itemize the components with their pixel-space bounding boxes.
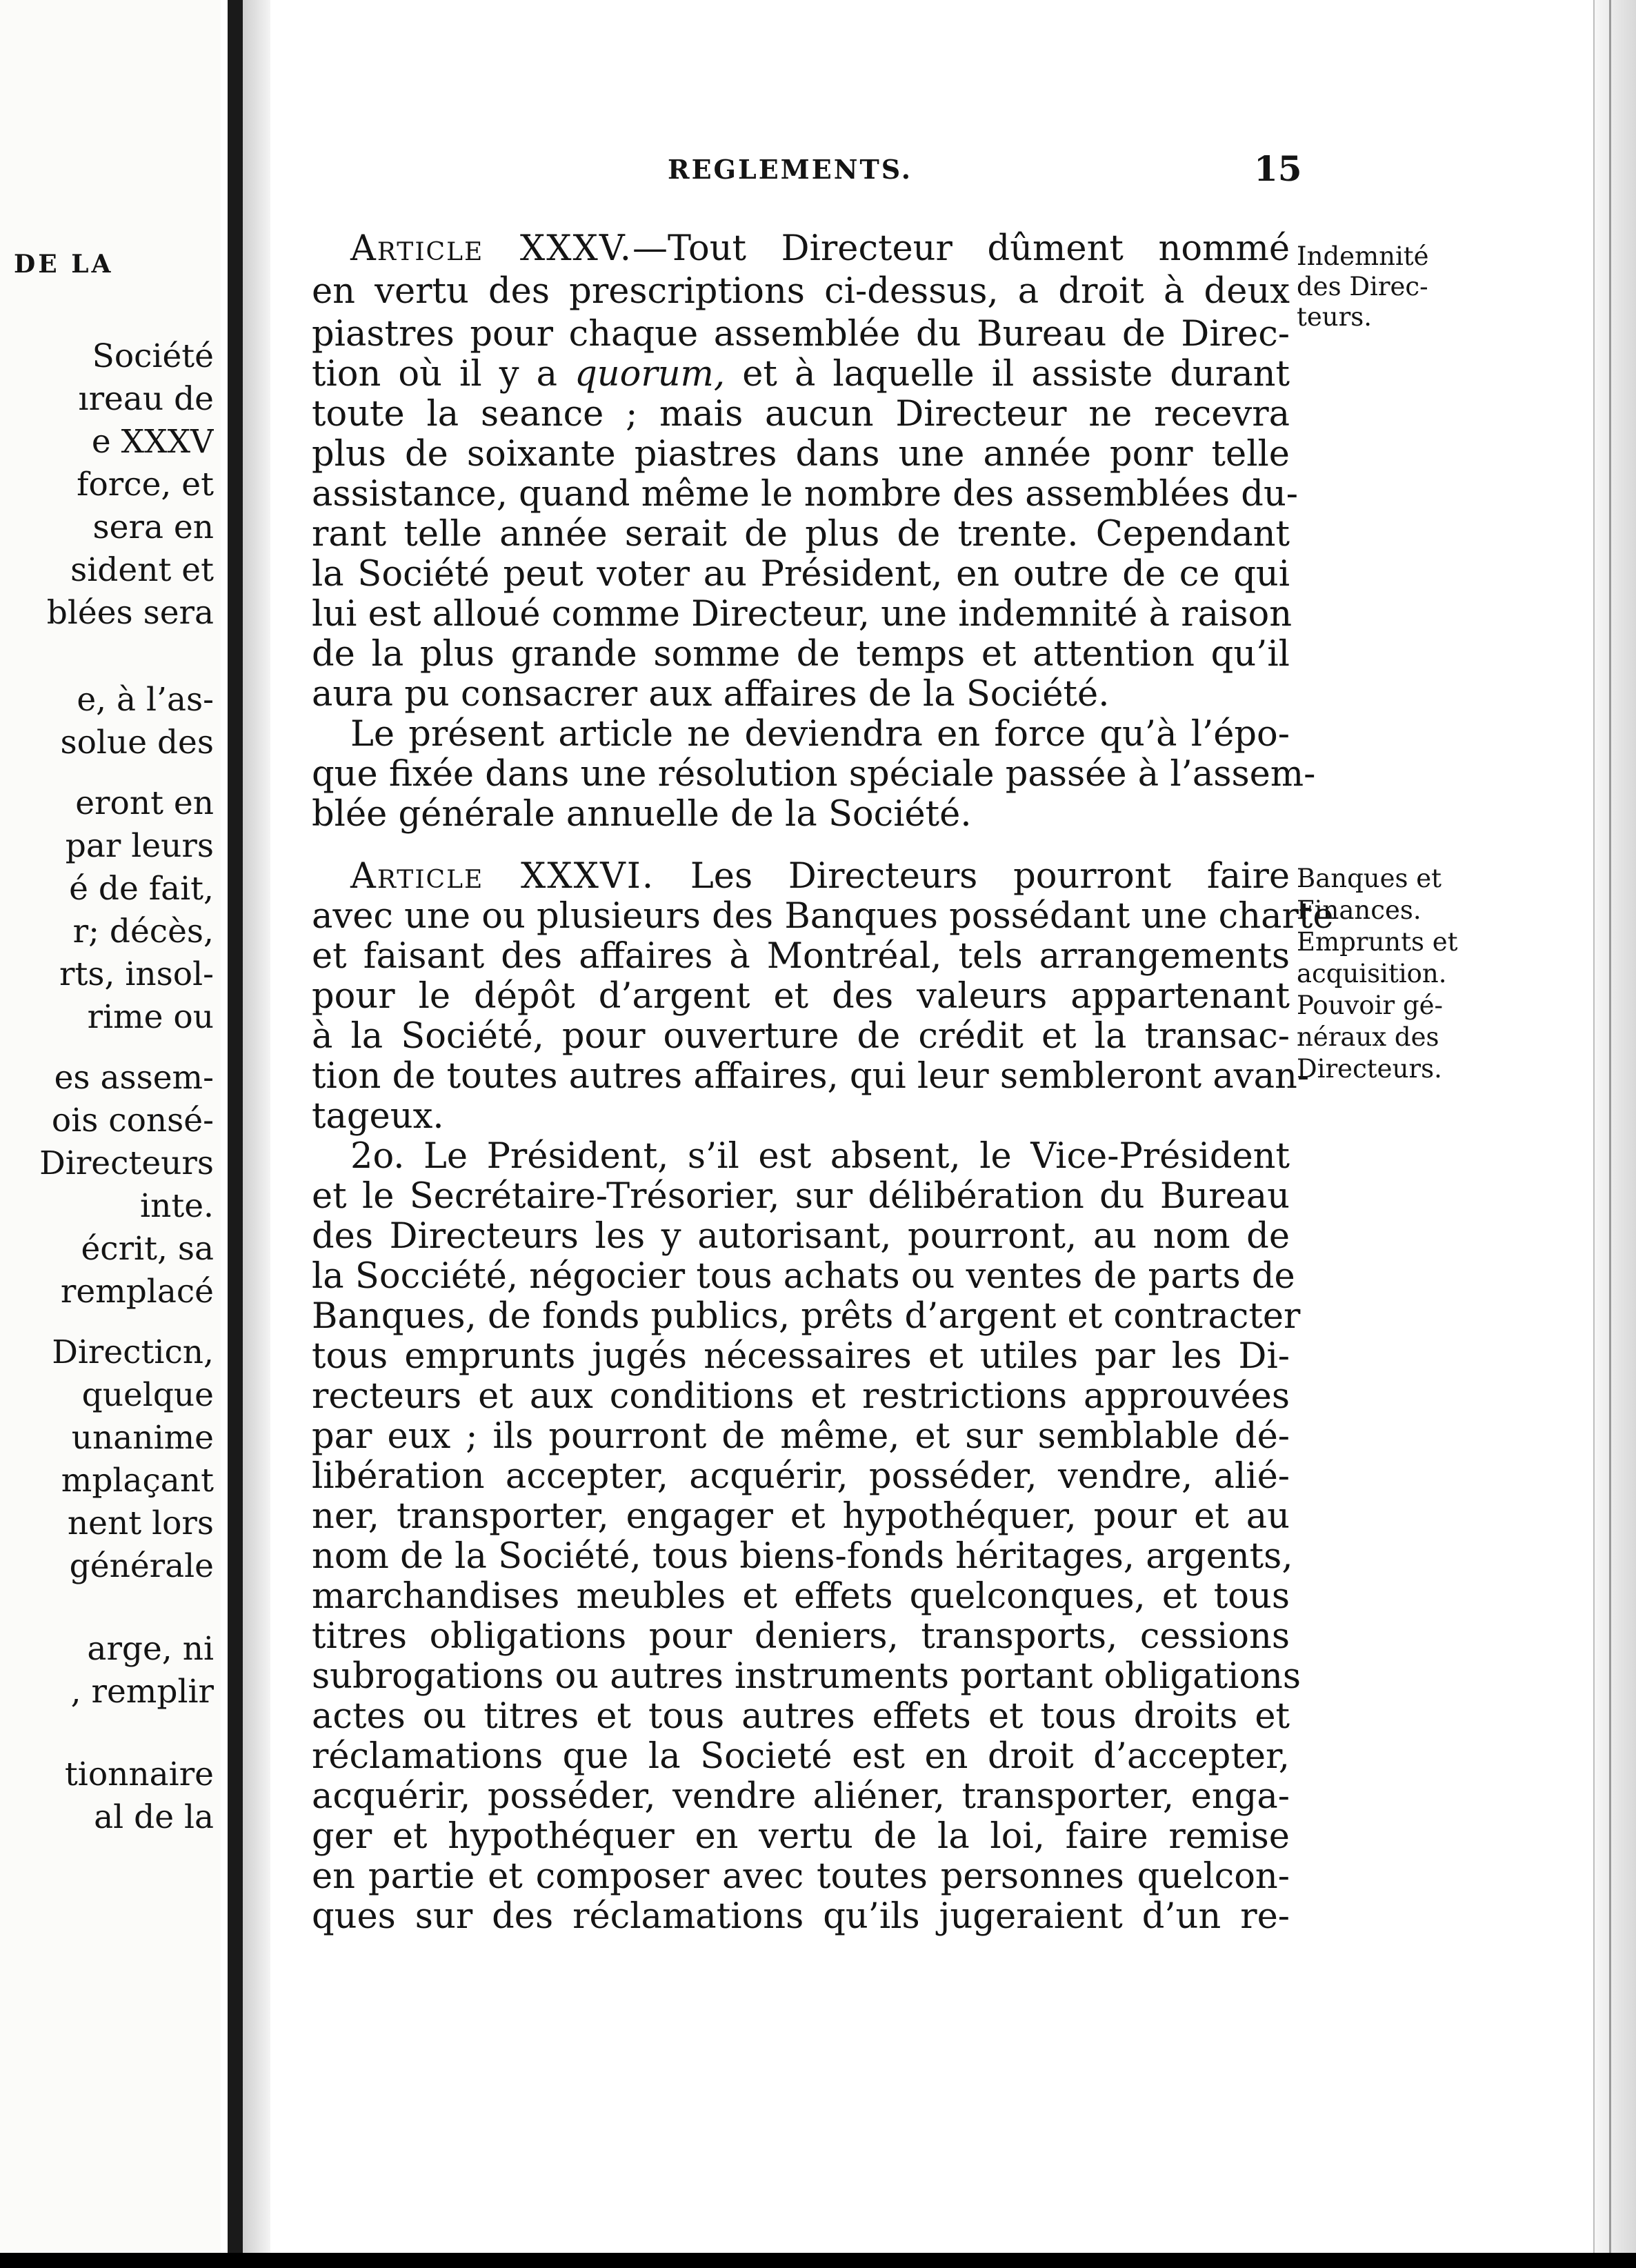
text-line: avec une ou plusieurs des Banques possédant une charte [312, 896, 1334, 937]
article-36-first-line [350, 855, 1290, 898]
text-line: marchandises meubles et effets quelconques, et tous [312, 1576, 1290, 1617]
text-line: plus de soixante piastres dans une année ponr telle [312, 434, 1290, 475]
page-edge-line [1609, 0, 1611, 2268]
margin-note-line: acquisition. [1297, 959, 1447, 988]
text-line: de la plus grande somme de temps et attention qu’il [312, 634, 1290, 675]
left-page-line: r; décès, [72, 913, 214, 951]
left-page-line: sident et [70, 551, 214, 589]
italic-term: quorum, [575, 354, 726, 395]
text-line: subrogations ou autres instruments portant obligations [312, 1656, 1301, 1697]
text-line: que fixée dans une résolution spéciale passée à l’assem- [312, 754, 1316, 795]
book-gutter [228, 0, 243, 2268]
text-segment: et à laquelle il assiste durant [725, 354, 1290, 395]
left-page-line: Directeurs [39, 1144, 214, 1182]
text-line: à la Société, pour ouverture de crédit et la transac- [312, 1016, 1290, 1057]
left-page-line: générale [69, 1547, 214, 1585]
left-page-line: es assem- [54, 1059, 214, 1097]
text-line: Les Directeurs pourront faire [655, 856, 1290, 897]
article-36-label: Article XXXVI. [350, 856, 655, 897]
left-page-heading: DE LA [14, 250, 114, 279]
page-number: 15 [1254, 148, 1302, 189]
gutter-shadow [243, 0, 270, 2268]
left-page-line: force, et [77, 466, 214, 504]
margin-note-line: Banques et [1297, 864, 1442, 893]
left-page-line: arge, ni [87, 1630, 214, 1668]
text-line: actes ou titres et tous autres effets et tous droits et [312, 1696, 1290, 1737]
left-page-line: ıreau de [78, 380, 214, 418]
text-line: Banques, de fonds publics, prêts d’argent et contracter [312, 1296, 1301, 1337]
text-line: nom de la Société, tous biens-fonds héritages, argents, [312, 1536, 1293, 1577]
text-line: ner, transporter, engager et hypothéquer, pour et au [312, 1496, 1290, 1537]
text-line: pour le dépôt d’argent et des valeurs appartenant [312, 976, 1290, 1017]
margin-note-line: néraux des [1297, 1022, 1439, 1052]
text-line: en vertu des prescriptions ci-dessus, a droit à deux [312, 271, 1290, 312]
left-page-line: unanime [71, 1419, 214, 1457]
margin-note-line: Indemnité [1297, 241, 1429, 271]
article-35-line-4 [312, 353, 1290, 396]
margin-note-line: Pouvoir gé- [1297, 991, 1444, 1020]
text-line: par eux ; ils pourront de même, et sur semblable dé- [312, 1416, 1290, 1457]
text-line: tous emprunts jugés nécessaires et utiles par les Di- [312, 1336, 1290, 1377]
left-page-line: e, à l’as- [77, 681, 214, 719]
left-page-line: écrit, sa [81, 1230, 214, 1268]
running-header-title: REGLEMENTS. [668, 154, 913, 185]
text-line: ques sur des réclamations qu’ils jugeraient d’un re- [312, 1896, 1290, 1937]
margin-note-line: Finances. [1297, 895, 1421, 925]
left-page-line: sera en [92, 508, 214, 546]
text-line: aura pu consacrer aux affaires de la Société. [312, 674, 1110, 715]
left-page-line: e XXXV [91, 423, 214, 461]
left-page-line: tionnaire [64, 1755, 214, 1793]
text-line: libération accepter, acquérir, posséder, vendre, alié- [312, 1456, 1290, 1497]
left-page-line: ois consé- [51, 1102, 214, 1140]
left-page-line: rime ou [87, 998, 214, 1036]
scan-bottom-border [0, 2253, 1636, 2268]
left-page-line: , remplir [70, 1673, 214, 1711]
text-line: en partie et composer avec toutes personnes quelcon- [312, 1856, 1290, 1897]
text-line: piastres pour chaque assemblée du Bureau de Direc- [312, 314, 1290, 355]
left-page-line: quelque [81, 1376, 214, 1414]
text-line: blée générale annuelle de la Société. [312, 794, 972, 835]
left-page-line: al de la [94, 1798, 214, 1836]
left-page-line: mplaçant [61, 1462, 214, 1500]
text-line: la Socciété, négocier tous achats ou ventes de parts de [312, 1256, 1295, 1297]
text-line: et faisant des affaires à Montréal, tels arrangements [312, 936, 1290, 977]
text-line: acquérir, posséder, vendre aliéner, transporter, enga- [312, 1776, 1290, 1817]
left-page-line: par leurs [65, 827, 214, 865]
left-page-line: Directicn, [52, 1333, 214, 1371]
article-35-first-line [350, 228, 1290, 270]
text-line: rant telle année serait de plus de trente. Cependant [312, 514, 1290, 555]
text-line: tion de toutes autres affaires, qui leur sembleront avan- [312, 1056, 1310, 1097]
left-page-line: eront en [75, 784, 214, 822]
text-line: assistance, quand même le nombre des assemblées du- [312, 474, 1299, 515]
text-line: —Tout Directeur dûment nommé [632, 228, 1290, 269]
left-facing-page [0, 0, 221, 2268]
text-line: tageux. [312, 1096, 444, 1137]
text-line: des Directeurs les y autorisant, pourront, au nom de [312, 1216, 1290, 1257]
margin-note-line: Emprunts et [1297, 927, 1458, 957]
text-line: réclamations que la Societé est en droit d’accepter, [312, 1736, 1290, 1777]
left-page-line: é de fait, [69, 870, 214, 908]
article-35-label: Article XXXV. [350, 228, 632, 269]
left-page-line: solue des [60, 724, 214, 762]
margin-note-line: teurs. [1297, 302, 1373, 332]
margin-note-line: des Direc- [1297, 272, 1428, 301]
text-line: 2o. Le Président, s’il est absent, le Vice-Président [350, 1136, 1290, 1177]
left-page-line: Société [92, 337, 214, 375]
left-page-line: inte. [140, 1187, 214, 1225]
left-page-line: remplacé [60, 1273, 214, 1311]
text-segment: tion où il y a [312, 354, 575, 395]
text-line: toute la seance ; mais aucun Directeur ne recevra [312, 394, 1290, 435]
text-line: et le Secrétaire-Trésorier, sur délibération du Bureau [312, 1176, 1290, 1217]
left-page-line: nent lors [67, 1504, 214, 1542]
text-line: lui est alloué comme Directeur, une indemnité à raison [312, 594, 1293, 635]
page-edge [1593, 0, 1636, 2268]
left-page-line: blées sera [46, 594, 214, 632]
text-line: la Société peut voter au Président, en outre de ce qui [312, 554, 1290, 595]
text-line: Le présent article ne deviendra en force qu’à l’épo- [350, 714, 1290, 755]
text-line: ger et hypothéquer en vertu de la loi, faire remise [312, 1816, 1290, 1857]
text-line: recteurs et aux conditions et restrictions approuvées [312, 1376, 1290, 1417]
text-line: titres obligations pour deniers, transports, cessions [312, 1616, 1290, 1657]
margin-note-line: Directeurs. [1297, 1054, 1442, 1084]
left-page-line: rts, insol- [59, 955, 214, 993]
